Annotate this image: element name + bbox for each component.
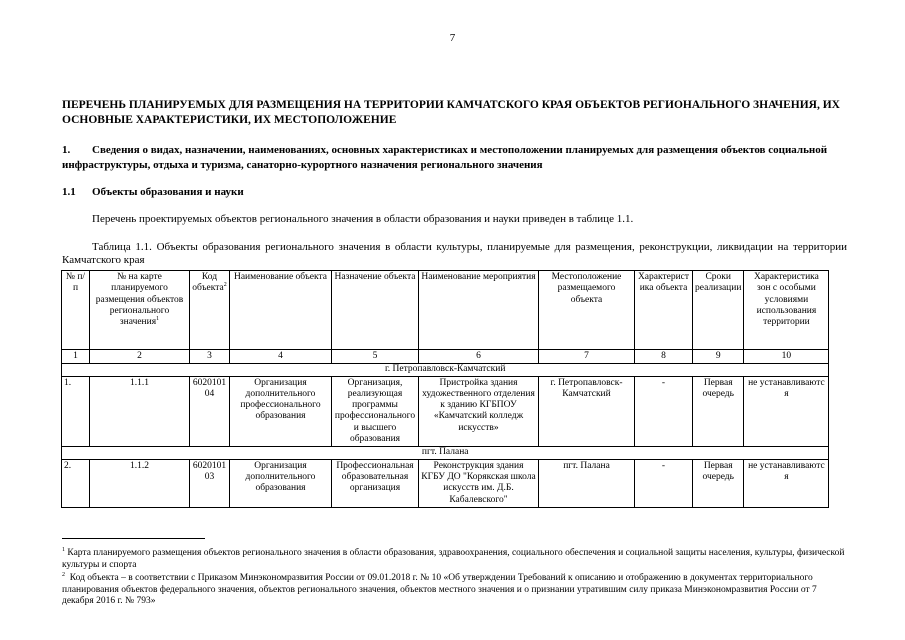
intro-paragraph: Перечень проектируемых объектов регионального значения в области образования и науки приведен в таблице 1.1. (92, 213, 634, 225)
footnote-2 (62, 573, 847, 608)
column-number: 2 (90, 350, 190, 364)
footnote-separator (62, 538, 205, 539)
map-number: 1.1.1 (90, 376, 190, 447)
row-number: 1. (62, 376, 90, 447)
action-name: Реконструкция здания КГБУ ДО "Корякская школа искусств им. Д.Б. Кабалевского" (419, 459, 539, 507)
column-number: 7 (539, 350, 635, 364)
column-number: 8 (635, 350, 693, 364)
object-location: пгт. Палана (539, 459, 635, 507)
implementation-term: Первая очередь (693, 459, 744, 507)
footnote-1 (62, 548, 847, 571)
section-number: 1. (62, 144, 71, 156)
object-characteristic: - (635, 459, 693, 507)
section-heading-1-1 (62, 186, 244, 198)
subsection-number: 1.1 (62, 186, 76, 198)
header-cell: Наименование мероприятия (419, 271, 539, 350)
object-code: 6020101 04 (190, 376, 230, 447)
table-row (62, 376, 829, 447)
action-name: Пристройка здания художественного отделения к зданию КГБПОУ «Камчатский колледж искусств» (419, 376, 539, 447)
header-cell: Наименование объекта (230, 271, 332, 350)
column-number: 9 (693, 350, 744, 364)
column-number-row (62, 350, 829, 364)
subsection-title: Объекты образования и науки (92, 186, 244, 198)
page-number: 7 (449, 32, 456, 44)
footnote-mark: 1 (62, 546, 65, 553)
section-heading-1 (62, 143, 847, 173)
footnote-text: Код объекта – в соответствии с Приказом Минэкономразвития России от 09.01.2018 г. № 10 «Об утверждении Требований к описанию и отображению в документах территориального планирования объектов федерального значения, объектов регионального значения, объектов местного значения и о признании утратившим силу приказа Минэкономразвития России от 7 декабря 2016 г. № 793» (62, 573, 817, 606)
column-number: 1 (62, 350, 90, 364)
header-cell: № п/п (62, 271, 90, 350)
column-number: 6 (419, 350, 539, 364)
column-number: 4 (230, 350, 332, 364)
object-name: Организация дополнительного образования (230, 459, 332, 507)
header-cell: Назначение объекта (332, 271, 419, 350)
map-number: 1.1.2 (90, 459, 190, 507)
column-number: 10 (744, 350, 829, 364)
object-purpose: Профессиональная образовательная организация (332, 459, 419, 507)
table-header-row (62, 271, 829, 350)
header-cell: Характеристика зон с особыми условиями использования территории (744, 271, 829, 350)
object-location: г. Петропавловск-Камчатский (539, 376, 635, 447)
footnote-mark: 2 (62, 571, 65, 578)
group-label: г. Петропавловск-Камчатский (62, 364, 829, 376)
object-characteristic: - (635, 376, 693, 447)
section-title: Сведения о видах, назначении, наименованиях, основных характеристиках и местоположении планируемых для размещения объектов социальной инфраструктуры, отдыха и туризма, санаторно-курортного назначения регионального значения (62, 144, 828, 171)
object-name: Организация дополнительного профессионального образования (230, 376, 332, 447)
column-number: 3 (190, 350, 230, 364)
zone-characteristic: не устанавливаютс я (744, 459, 829, 507)
header-cell: Местоположение размещаемого объекта (539, 271, 635, 350)
group-label: пгт. Палана (62, 447, 829, 459)
objects-table (61, 270, 829, 508)
object-purpose: Организация, реализующая программы профессионального и высшего образования (332, 376, 419, 447)
object-code: 6020101 03 (190, 459, 230, 507)
header-cell: Код объекта$^2$ (190, 271, 230, 350)
header-cell: № на карте планируемого размещения объектов регионального значения$^1$ (90, 271, 190, 350)
table-row (62, 459, 829, 507)
group-row (62, 447, 829, 459)
header-cell: Сроки реализации (693, 271, 744, 350)
row-number: 2. (62, 459, 90, 507)
footnote-text: Карта планируемого размещения объектов регионального значения в области образования, здравоохранения, социального обеспечения и социальной защиты населения, культуры, физической культуры и спорта (62, 548, 845, 570)
header-cell: Характерист ика объекта (635, 271, 693, 350)
group-row (62, 364, 829, 376)
document-title: ПЕРЕЧЕНЬ ПЛАНИРУЕМЫХ ДЛЯ РАЗМЕЩЕНИЯ НА ТЕРРИТОРИИ КАМЧАТСКОГО КРАЯ ОБЪЕКТОВ РЕГИОНАЛЬНОГО ЗНАЧЕНИЯ, ИХ ОСНОВНЫЕ ХАРАКТЕРИСТИКИ, ИХ МЕСТОПОЛОЖЕНИЕ (62, 99, 840, 126)
zone-characteristic: не устанавливаютс я (744, 376, 829, 447)
implementation-term: Первая очередь (693, 376, 744, 447)
table-caption: Таблица 1.1. Объекты образования регионального значения в области культуры, планируемые для размещения, реконструкции, ликвидации на территории Камчатского края (62, 241, 847, 266)
column-number: 5 (332, 350, 419, 364)
